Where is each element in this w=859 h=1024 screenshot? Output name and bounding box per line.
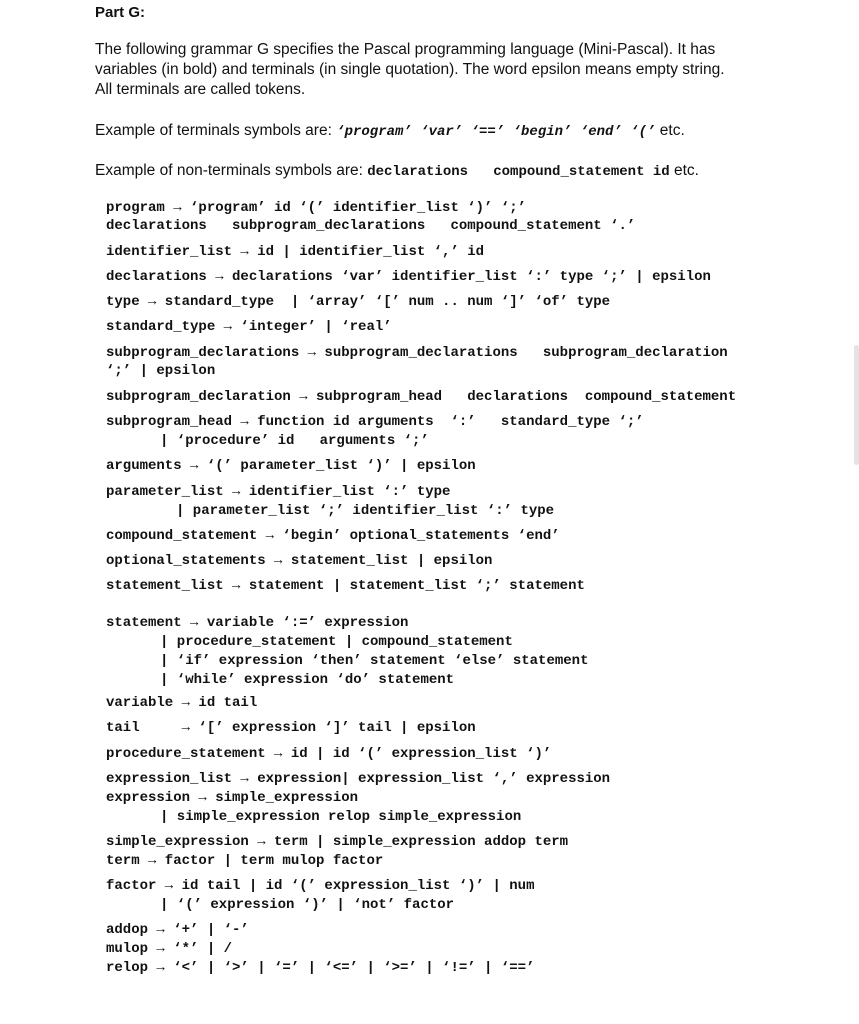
nonterminals-symbols: declarations compound_statement id [367,164,670,180]
rule-factor-alt: | ‘(’ expression ‘)’ | ‘not’ factor [160,897,455,913]
nonterminals-example [95,161,699,182]
scrollbar-thumb[interactable] [854,345,859,465]
rule-mulop: mulop → ‘*’ | / [106,941,233,957]
rule-relop: relop → ‘<’ | ‘>’ | ‘=’ | ‘<=’ | ‘>=’ | ‘!=’ | ‘==’ [106,960,535,976]
nonterminals-prefix: Example of non-terminals symbols are: [95,162,368,179]
rule-statement-alt-2: | ‘if’ expression ‘then’ statement ‘else’ statement [160,653,589,669]
terminals-symbols: ‘program’ ‘var’ ‘==’ ‘begin’ ‘end’ ‘(’ [336,124,656,140]
rule-subprogram-declarations: subprogram_declarations → subprogram_declarations subprogram_declaration [106,345,728,361]
rule-procedure-statement: procedure_statement → id | id ‘(’ expression_list ‘)’ [106,746,552,762]
rule-tail: tail → ‘[’ expression ‘]’ tail | epsilon [106,720,476,736]
part-heading: Part G: [95,4,146,21]
rule-identifier-list: identifier_list → id | identifier_list ‘,’ id [106,244,485,260]
rule-statement-list: statement_list → statement | statement_list ‘;’ statement [106,578,585,594]
rule-simple-expression: simple_expression → term | simple_expression addop term [106,834,569,850]
rule-subprogram-head-alt: | ‘procedure’ id arguments ‘;’ [160,433,429,449]
rule-optional-statements: optional_statements → statement_list | epsilon [106,553,493,569]
intro-line-2: variables (in bold) and terminals (in single quotation). The word epsilon means empty string. [95,61,725,78]
rule-type: type → standard_type | ‘array’ ‘[’ num .. num ‘]’ ‘of’ type [106,294,611,310]
rule-expression-list: expression_list → expression| expression_list ‘,’ expression [106,771,611,787]
rule-declarations: declarations → declarations ‘var’ identifier_list ‘:’ type ‘;’ | epsilon [106,269,711,285]
rule-program: program → ‘program’ id ‘(’ identifier_list ‘)’ ‘;’ [106,200,527,216]
intro-line-3: All terminals are called tokens. [95,81,306,98]
rule-term: term → factor | term mulop factor [106,853,384,869]
rule-statement-alt-1: | procedure_statement | compound_statement [160,634,513,650]
rule-parameter-list-alt: | parameter_list ‘;’ identifier_list ‘:’ type [176,503,555,519]
intro-line-1: The following grammar G specifies the Pascal programming language (Mini-Pascal). It has [95,41,716,58]
rule-expression-alt: | simple_expression relop simple_expression [160,809,522,825]
rule-arguments: arguments → ‘(’ parameter_list ‘)’ | epsilon [106,458,476,474]
rule-program-cont: declarations subprogram_declarations compound_statement ‘.’ [106,218,636,234]
terminals-example [95,121,685,142]
rule-subprogram-head: subprogram_head → function id arguments ‘:’ standard_type ‘;’ [106,414,644,430]
rule-statement: statement → variable ‘:=’ expression [106,615,409,631]
rule-addop: addop → ‘+’ | ‘-’ [106,922,249,938]
nonterminals-suffix: etc. [669,162,699,179]
rule-subprogram-declaration: subprogram_declaration → subprogram_head declarations compound_statement [106,389,737,405]
terminals-suffix: etc. [655,122,685,139]
rule-statement-alt-3: | ‘while’ expression ‘do’ statement [160,672,455,688]
rule-standard-type: standard_type → ‘integer’ | ‘real’ [106,319,392,335]
rule-subprogram-declarations-cont: ‘;’ | epsilon [106,363,216,379]
rule-parameter-list: parameter_list → identifier_list ‘:’ type [106,484,451,500]
rule-expression: expression → simple_expression [106,790,359,806]
terminals-prefix: Example of terminals symbols are: [95,122,337,139]
rule-compound-statement: compound_statement → ‘begin’ optional_statements ‘end’ [106,528,560,544]
rule-factor: factor → id tail | id ‘(’ expression_list ‘)’ | num [106,878,535,894]
rule-variable: variable → id tail [106,695,258,711]
